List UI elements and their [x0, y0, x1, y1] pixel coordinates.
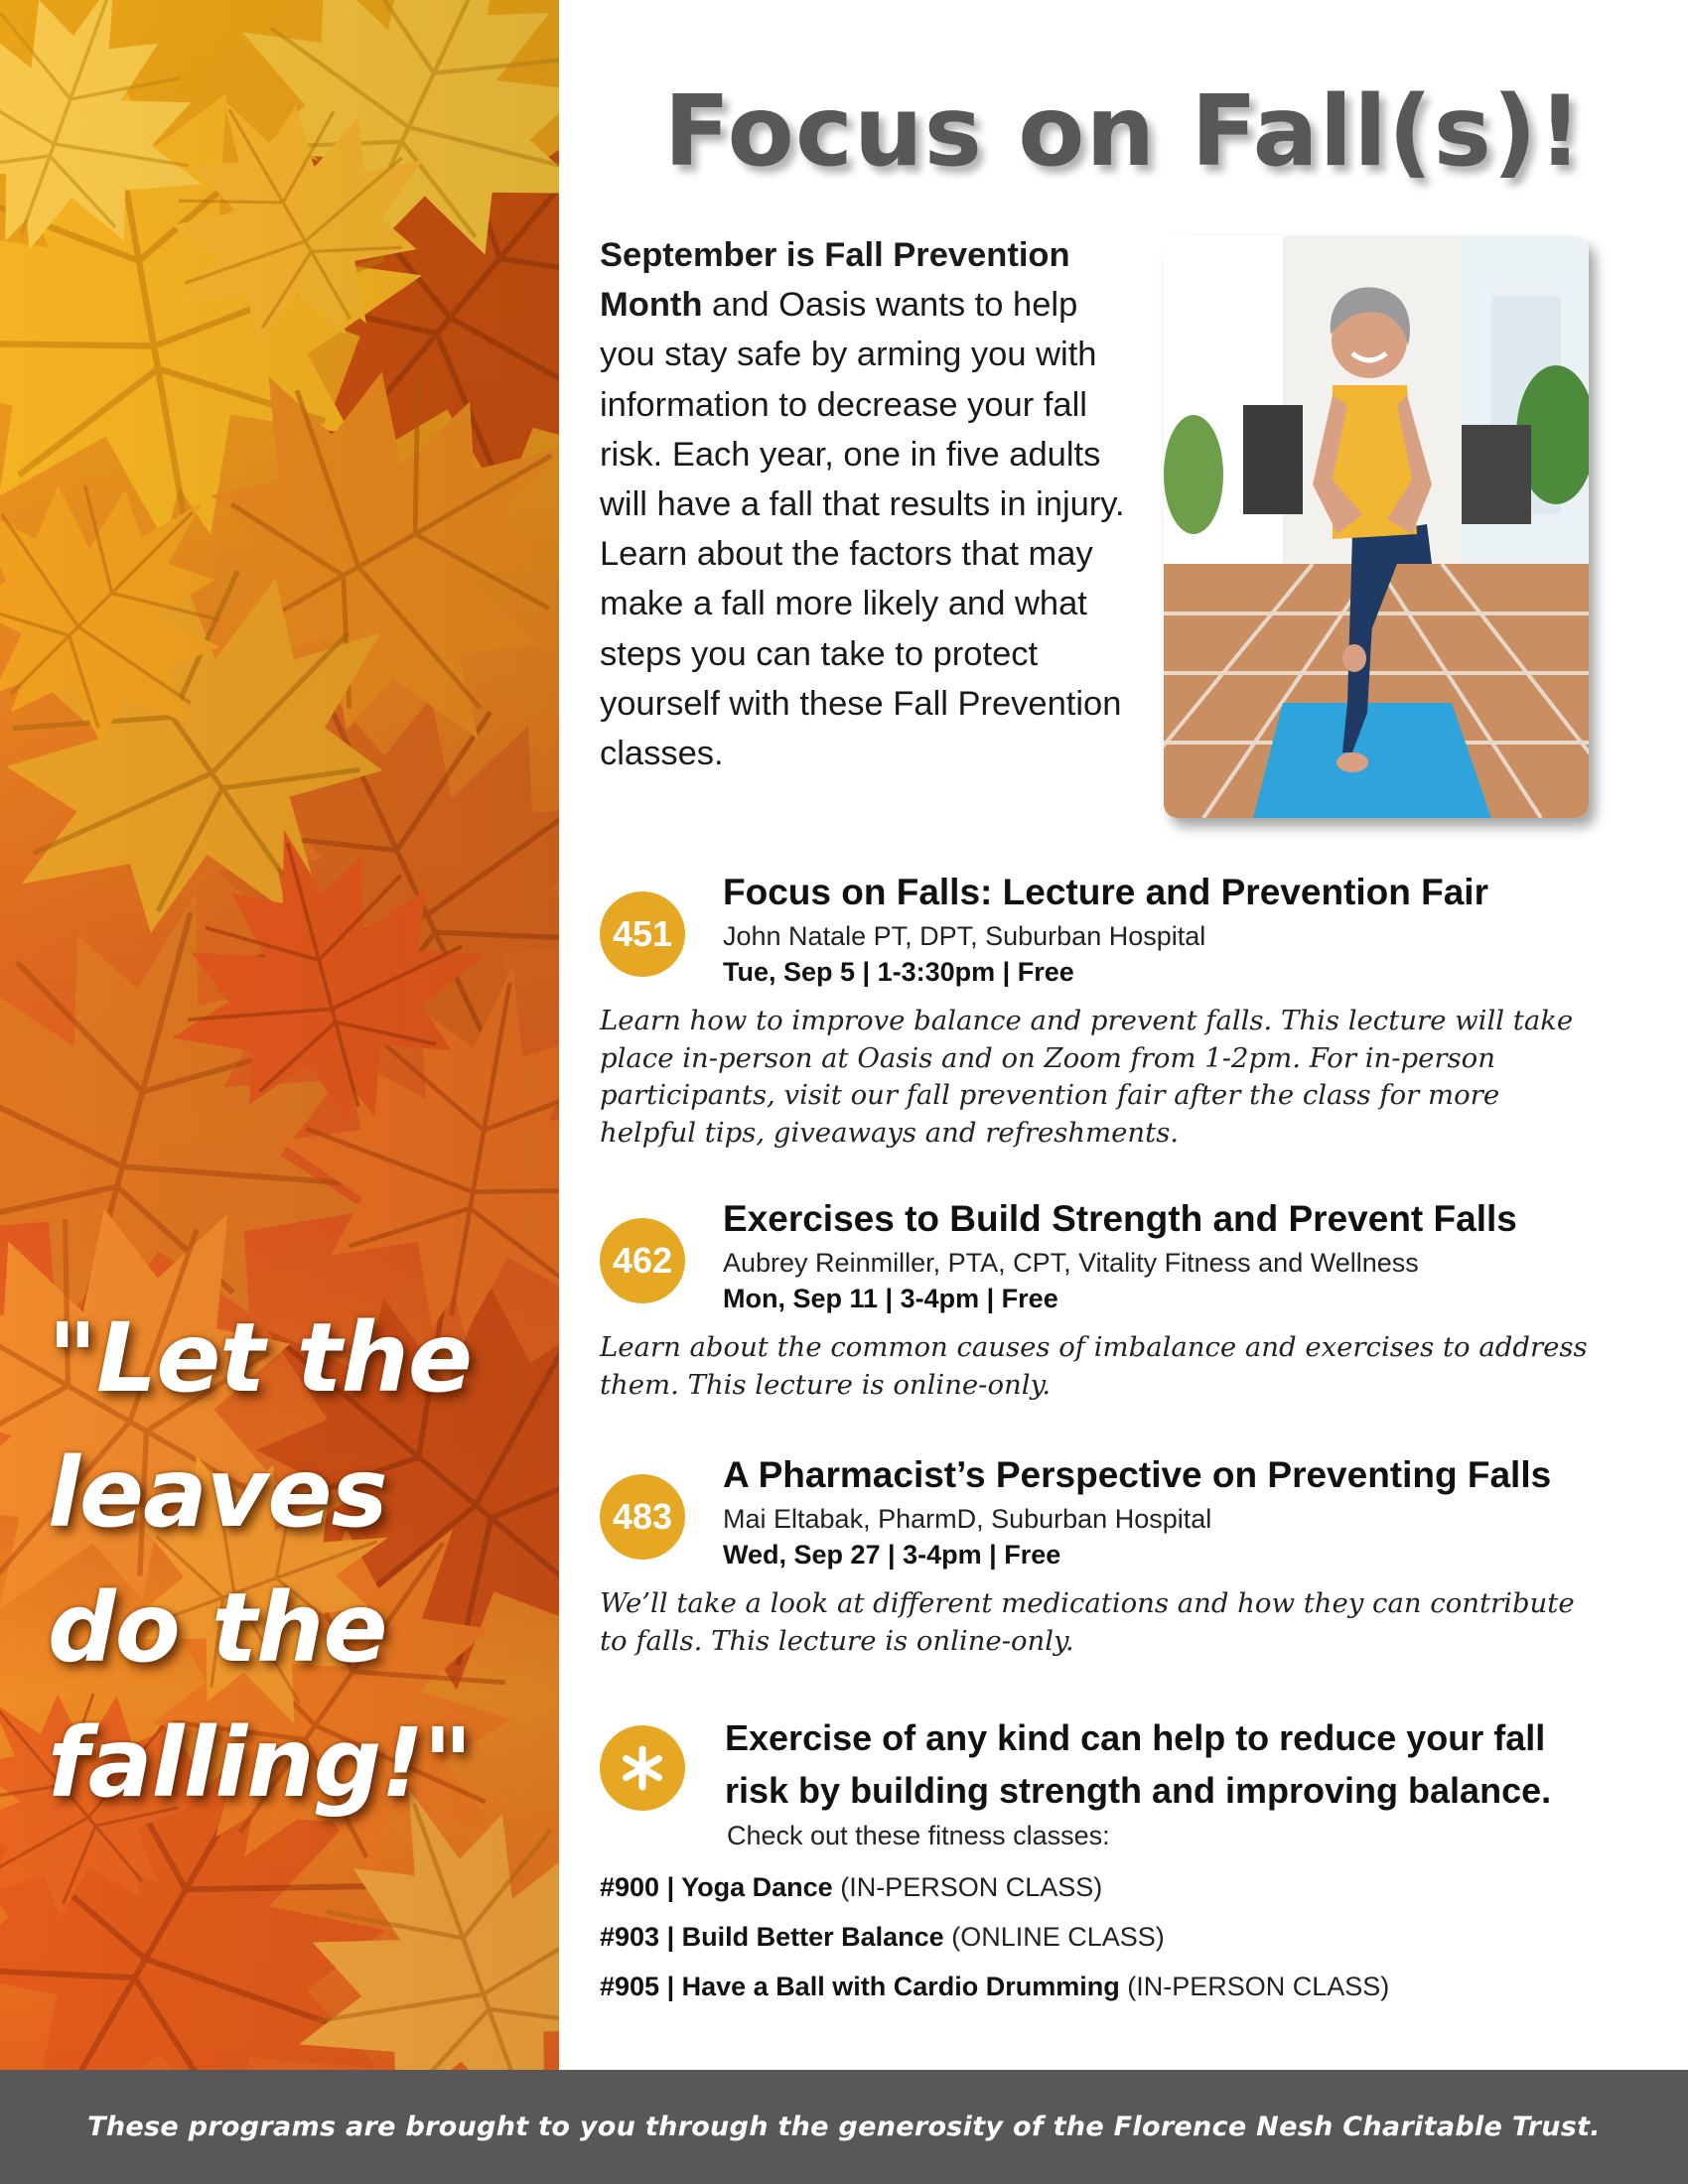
balance-exercise-photo	[1164, 236, 1589, 818]
fitness-class-code: #903 | Build Better Balance	[600, 1922, 944, 1952]
asterisk-icon-glyph	[620, 1745, 665, 1791]
exercise-subline: Check out these fitness classes:	[727, 1821, 1110, 1850]
course-number-badge: 451	[600, 891, 685, 977]
course-schedule: Mon, Sep 11 | 3-4pm | Free	[723, 1284, 1058, 1313]
intro-text: and Oasis wants to help you stay safe by arming you with information to decrease your fall risk. Each year, one in five adults will have a fall that results in injury. Learn about the factors that may make a fall more likely and what steps you can take to protect yourself with these Fall Prevention classes.	[600, 286, 1125, 773]
sponsor-text: These programs are brought to you through the generosity of the Florence Nesh Charitable Trust.	[87, 2112, 1601, 2142]
sponsor-footer	[0, 2070, 1688, 2184]
autumn-leaves-panel	[0, 0, 559, 2070]
fitness-class-item	[600, 1912, 1389, 1962]
leaves-quote: "Let the leaves do the falling!"	[48, 1302, 473, 1819]
fitness-class-code: #905 | Have a Ball with Cardio Drumming	[600, 1972, 1120, 2001]
page-title: Focus on Fall(s)!	[663, 75, 1584, 189]
course-title: Exercises to Build Strength and Prevent Falls	[723, 1198, 1517, 1239]
fitness-class-type: (ONLINE CLASS)	[951, 1922, 1165, 1952]
fitness-class-item	[600, 1962, 1389, 2011]
fitness-class-type: (IN-PERSON CLASS)	[840, 1872, 1103, 1902]
course-schedule: Tue, Sep 5 | 1-3:30pm | Free	[723, 957, 1074, 987]
course-description: Learn about the common causes of imbalance and exercises to address them. This lecture is online-only.	[600, 1331, 1588, 1401]
course-presenter: Mai Eltabak, PharmD, Suburban Hospital	[723, 1504, 1212, 1534]
course-title: Focus on Falls: Lecture and Prevention Fair	[723, 872, 1488, 912]
intro-lead: September is Fall Prevention Month	[600, 236, 1070, 325]
course-title: A Pharmacist’s Perspective on Preventing Falls	[723, 1454, 1552, 1495]
exercise-headline: Exercise of any kind can help to reduce your fall risk by building strength and improving balance.	[725, 1717, 1552, 1811]
course-number-badge: 483	[600, 1474, 685, 1560]
asterisk-icon	[600, 1725, 685, 1811]
woman-balancing-illustration	[1164, 236, 1589, 818]
course-schedule: Wed, Sep 27 | 3-4pm | Free	[723, 1540, 1061, 1570]
intro-paragraph	[600, 230, 1136, 778]
course-description: We’ll take a look at different medications and how they can contribute to falls. This lecture is online-only.	[600, 1587, 1575, 1657]
course-number-badge: 462	[600, 1218, 685, 1303]
fitness-class-type: (IN-PERSON CLASS)	[1127, 1972, 1390, 2001]
course-presenter: Aubrey Reinmiller, PTA, CPT, Vitality Fitness and Wellness	[723, 1248, 1419, 1278]
fitness-class-item	[600, 1862, 1389, 1912]
course-presenter: John Natale PT, DPT, Suburban Hospital	[723, 921, 1206, 951]
course-description: Learn how to improve balance and prevent falls. This lecture will take place in-person at Oasis and on Zoom from 1-2pm. For in-person participants, visit our fall prevention fair after the class for more helpful tips, giveaways and refreshments.	[600, 1005, 1574, 1149]
fitness-class-list	[600, 1862, 1389, 2011]
fitness-class-code: #900 | Yoga Dance	[600, 1872, 833, 1902]
